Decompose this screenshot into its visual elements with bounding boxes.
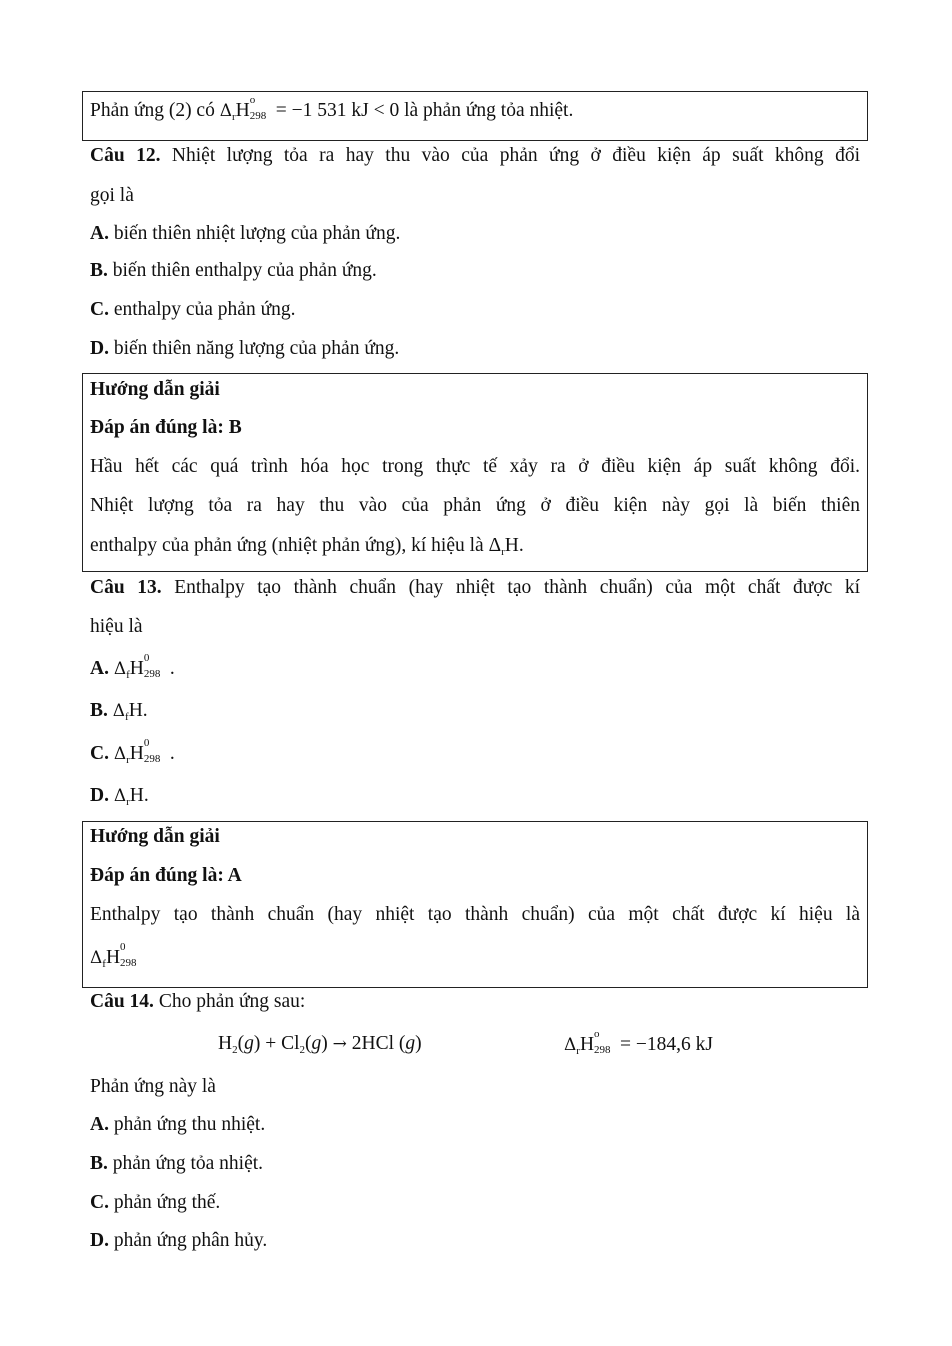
q12-explain-line1: Hầu hết các quá trình hóa học trong thực tế xảy ra ở điều kiện áp suất không đổi. <box>90 456 860 477</box>
q12-option-b: B. biến thiên enthalpy của phản ứng. <box>90 260 377 281</box>
q13-answer: Đáp án đúng là: A <box>90 865 242 886</box>
q13-explain-line1: Enthalpy tạo thành chuẩn (hay nhiệt tạo thành chuẩn) của một chất được kí hiệu là <box>90 904 860 925</box>
q14-option-d: D. phản ứng phân hủy. <box>90 1230 268 1251</box>
q13-stem-line1: Câu 13. Enthalpy tạo thành chuẩn (hay nhiệt tạo thành chuẩn) của một chất được kí <box>90 577 860 598</box>
q14-option-b: B. phản ứng tỏa nhiệt. <box>90 1153 264 1174</box>
q13-guide-title: Hướng dẫn giải <box>90 826 220 847</box>
q12-option-d: D. biến thiên năng lượng của phản ứng. <box>90 338 400 359</box>
q13-option-a: A. $\Delta_fH$ 0 298 . <box>90 652 175 681</box>
q14-option-c: C. phản ứng thế. <box>90 1192 221 1213</box>
q12-option-c: C. enthalpy của phản ứng. <box>90 299 296 320</box>
q13-stem-line2: hiệu là <box>90 616 143 637</box>
q14-stem: Câu 14. Cho phản ứng sau: <box>90 991 306 1012</box>
q12-answer: Đáp án đúng là: B <box>90 417 242 438</box>
q13-option-b: B. $\Delta_fH$. <box>90 700 148 723</box>
q14-prompt: Phản ứng này là <box>90 1076 216 1097</box>
q12-explain-line2: Nhiệt lượng tỏa ra hay thu vào của phản ứng ở điều kiện này gọi là biến thiên <box>90 495 860 516</box>
q14-enthalpy: $\Delta_rH$ o 298 = −184,6 kJ <box>564 1028 714 1057</box>
top-box-text: Phản ứng (2) có $\Delta_rH$ o 298 = −1 531 kJ < 0 là phản ứng tỏa nhiệt. <box>90 94 574 123</box>
q12-stem-line1: Câu 12. Nhiệt lượng tỏa ra hay thu vào của phản ứng ở điều kiện áp suất không đổi <box>90 145 861 166</box>
q13-option-d: D. $\Delta_rH$. <box>90 785 149 808</box>
q14-reaction: $H_2(g) + Cl_2(g) \to 2HCl$ (g) <box>218 1033 422 1056</box>
q13-explain-symbol: $\Delta_fH$ 0 298 <box>90 941 137 970</box>
q14-option-a: A. phản ứng thu nhiệt. <box>90 1114 266 1135</box>
q12-explain-line3: enthalpy của phản ứng (nhiệt phản ứng), kí hiệu là $\Delta_rH$. <box>90 535 524 558</box>
q12-guide-title: Hướng dẫn giải <box>90 379 220 400</box>
q12-option-a: A. biến thiên nhiệt lượng của phản ứng. <box>90 223 401 244</box>
q12-stem-line2: gọi là <box>90 185 134 206</box>
q13-option-c: C. $\Delta_rH$ 0 298 . <box>90 737 175 766</box>
